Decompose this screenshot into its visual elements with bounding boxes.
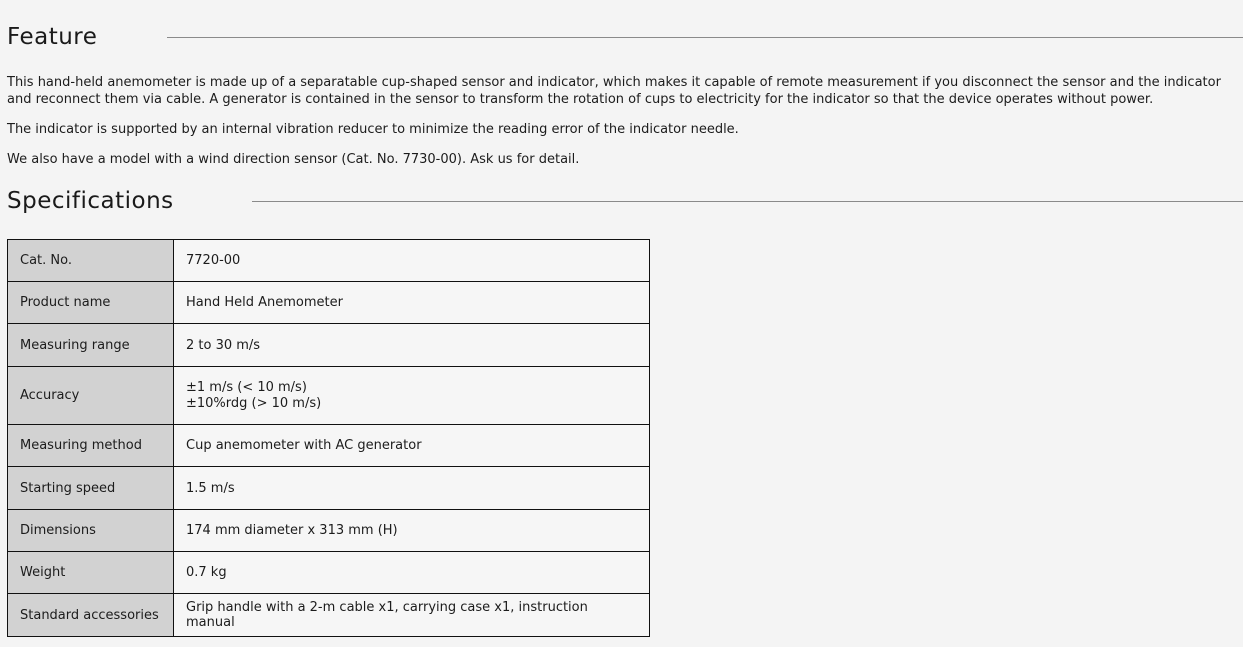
table-row xyxy=(8,324,650,367)
specifications-heading: Specifications xyxy=(7,188,174,214)
table-row xyxy=(8,594,650,637)
table-row xyxy=(8,467,650,510)
specifications-section-header xyxy=(7,188,1243,214)
table-row xyxy=(8,425,650,467)
spec-value: 1.5 m/s xyxy=(174,467,650,510)
spec-label: Accuracy xyxy=(8,367,174,425)
table-row xyxy=(8,552,650,594)
feature-paragraph-2: The indicator is supported by an internal vibration reducer to minimize the reading error of the indicator needle. xyxy=(7,122,739,137)
spec-value xyxy=(174,367,650,425)
spec-value: Cup anemometer with AC generator xyxy=(174,425,650,467)
specifications-heading-rule xyxy=(252,201,1243,202)
spec-label: Standard accessories xyxy=(8,594,174,637)
spec-value: Hand Held Anemometer xyxy=(174,282,650,324)
spec-label: Weight xyxy=(8,552,174,594)
specifications-table xyxy=(7,239,650,637)
spec-value: Grip handle with a 2-m cable x1, carrying case x1, instruction manual xyxy=(174,594,650,637)
spec-value: 0.7 kg xyxy=(174,552,650,594)
spec-value: 174 mm diameter x 313 mm (H) xyxy=(174,510,650,552)
feature-heading-rule xyxy=(167,37,1243,38)
accuracy-line-2: ±10%rdg (> 10 m/s) xyxy=(186,395,322,411)
spec-value: 7720-00 xyxy=(174,240,650,282)
table-row xyxy=(8,367,650,425)
feature-paragraph-1: This hand-held anemometer is made up of a separatable cup-shaped sensor and indicator, which makes it capable of remote measurement if you disconnect the sensor and the indicator and reconnect them via cable. A generator is contained in the sensor to transform the rotation of cups to electricity for the indicator so that the device operates without power. xyxy=(7,75,1221,107)
spec-label: Dimensions xyxy=(8,510,174,552)
feature-paragraph-3: We also have a model with a wind direction sensor (Cat. No. 7730-00). Ask us for detail. xyxy=(7,152,580,167)
spec-label: Measuring range xyxy=(8,324,174,367)
accuracy-line-1: ±1 m/s (< 10 m/s) xyxy=(186,379,307,395)
table-row xyxy=(8,510,650,552)
spec-value: 2 to 30 m/s xyxy=(174,324,650,367)
spec-label: Product name xyxy=(8,282,174,324)
table-row xyxy=(8,240,650,282)
spec-label: Starting speed xyxy=(8,467,174,510)
feature-heading: Feature xyxy=(7,24,98,50)
spec-label: Cat. No. xyxy=(8,240,174,282)
spec-label: Measuring method xyxy=(8,425,174,467)
feature-section-header xyxy=(7,24,1243,50)
table-row xyxy=(8,282,650,324)
